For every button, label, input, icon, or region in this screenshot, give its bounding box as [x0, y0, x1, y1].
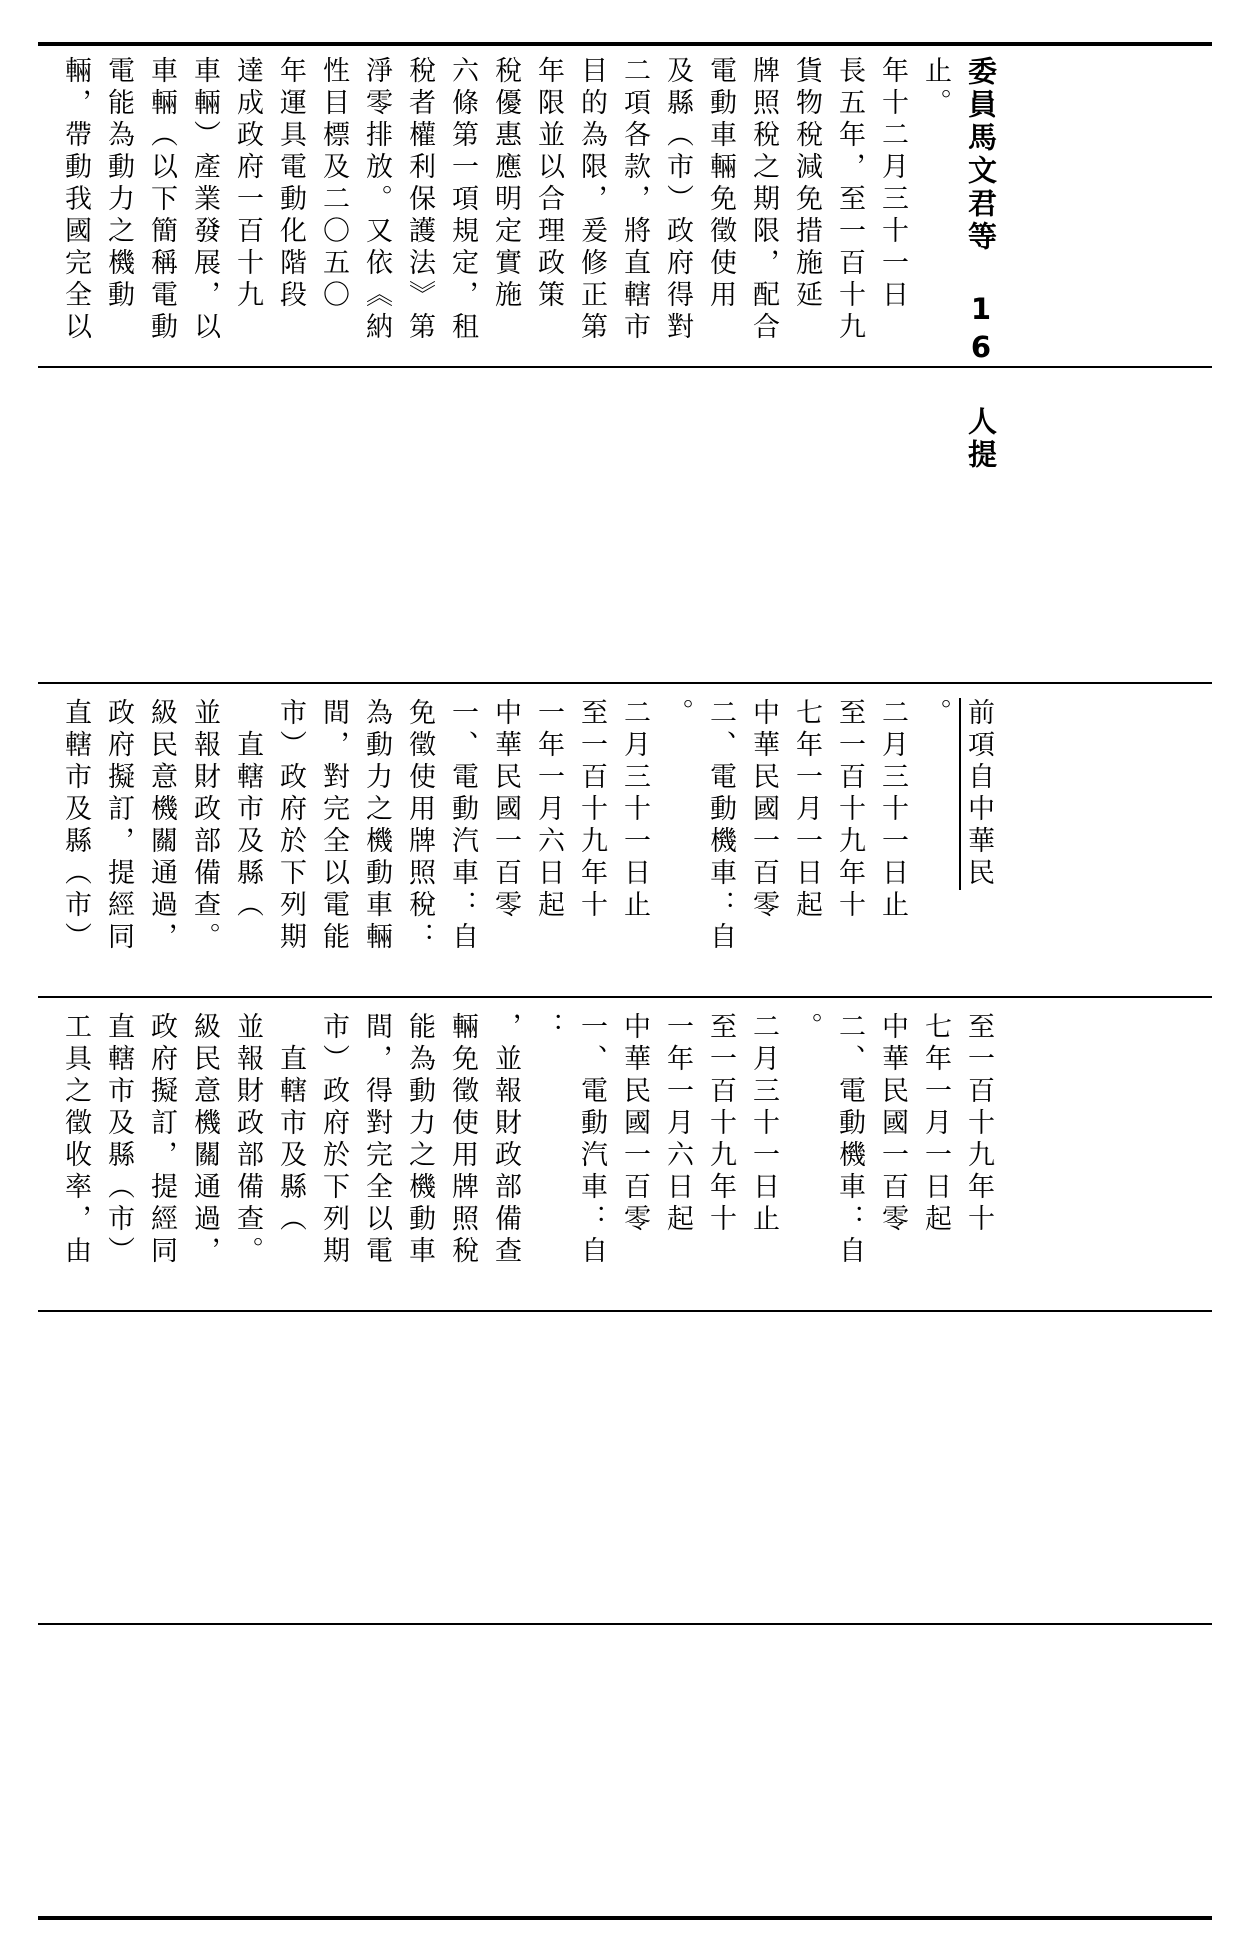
- text-column: 市）政府於下列期: [318, 1012, 349, 1268]
- text-column: 一年一月六日起: [533, 698, 564, 922]
- text-column: 前項自中華民: [963, 698, 994, 890]
- section-divider: [38, 996, 1212, 998]
- section-divider: [38, 682, 1212, 684]
- text-column: 直轄市及縣（市）: [60, 698, 91, 954]
- text-column: 性目標及二〇五〇: [318, 56, 349, 312]
- text-column: 級民意機關通過，: [146, 698, 177, 954]
- text-column: 至一百十九年十: [576, 698, 607, 922]
- text-column: 二月三十一日止: [877, 698, 908, 922]
- section-divider: [38, 366, 1212, 368]
- text-column: 長五年，至一百十九: [834, 56, 865, 344]
- text-column: 牌照稅之期限，配合: [748, 56, 779, 344]
- text-column: 級民意機關通過，: [189, 1012, 220, 1268]
- text-column: 間，得對完全以電: [361, 1012, 392, 1268]
- text-column: 輛免徵使用牌照稅: [447, 1012, 478, 1268]
- text-column: 市）政府於下列期: [275, 698, 306, 954]
- text-column: 電動車輛免徵使用: [705, 56, 736, 312]
- proposer-line: 委員馬文君等 16 人提: [964, 56, 998, 472]
- proposed-article-band: [38, 698, 1212, 994]
- text-column: 。: [662, 698, 693, 730]
- text-column: 工具之徵收率，由: [60, 1012, 91, 1268]
- text-column: 。: [920, 698, 951, 730]
- text-column: 一年一月六日起: [662, 1012, 693, 1236]
- top-rule: [38, 42, 1212, 46]
- text-column: 中華民國一百零: [490, 698, 521, 922]
- text-column: 中華民國一百零: [619, 1012, 650, 1236]
- text-column: 稅者權利保護法》第: [404, 56, 435, 344]
- text-column: 貨物稅減免措施延: [791, 56, 822, 312]
- text-column: 中華民國一百零: [877, 1012, 908, 1236]
- text-column: ，並報財政部備查: [490, 1012, 521, 1268]
- text-column: 至一百十九年十: [834, 698, 865, 922]
- text-column: 能為動力之機動車: [404, 1012, 435, 1268]
- text-column: 二月三十一日止: [748, 1012, 779, 1236]
- text-column: 並報財政部備查。: [232, 1012, 263, 1268]
- text-column: 至一百十九年十: [963, 1012, 994, 1236]
- text-column: 車輛（以下簡稱電動: [146, 56, 177, 344]
- current-article-band: [38, 1012, 1212, 1308]
- text-column: 二、電動機車：自: [834, 1012, 865, 1268]
- text-column: 政府擬訂，提經同: [146, 1012, 177, 1268]
- text-column: 年十二月三十一日: [877, 56, 908, 312]
- text-column: 並報財政部備查。: [189, 698, 220, 954]
- text-column: 及縣（市）政府得對: [662, 56, 693, 344]
- text-column: 年限並以合理政策: [533, 56, 564, 312]
- text-column: 直轄市及縣（: [232, 698, 263, 922]
- text-column: 淨零排放。又依《納: [361, 56, 392, 344]
- text-column: 達成政府一百十九: [232, 56, 263, 312]
- text-column: 至一百十九年十: [705, 1012, 736, 1236]
- text-column: 中華民國一百零: [748, 698, 779, 922]
- text-column: 為動力之機動車輛: [361, 698, 392, 954]
- text-column: ：: [533, 1012, 564, 1044]
- text-column: 二月三十一日止: [619, 698, 650, 922]
- text-column: 年運具電動化階段: [275, 56, 306, 312]
- text-column: 一、電動汽車：自: [576, 1012, 607, 1268]
- text-column: 二項各款，將直轄市: [619, 56, 650, 344]
- text-column: 直轄市及縣（: [275, 1012, 306, 1236]
- text-column: 七年一月一日起: [920, 1012, 951, 1236]
- text-column: 七年一月一日起: [791, 698, 822, 922]
- text-column: 目的為限，爰修正第: [576, 56, 607, 344]
- text-column: 間，對完全以電能: [318, 698, 349, 954]
- text-column: 政府擬訂，提經同: [103, 698, 134, 954]
- text-column: 輛，帶動我國完全以: [60, 56, 91, 344]
- section-divider: [38, 1310, 1212, 1312]
- section-divider: [38, 1623, 1212, 1625]
- text-column: 。: [791, 1012, 822, 1044]
- text-column: 六條第一項規定，租: [447, 56, 478, 344]
- text-column: 免徵使用牌照稅：: [404, 698, 435, 954]
- text-column: 止。: [920, 56, 951, 120]
- text-column: 車輛）產業發展，以: [189, 56, 220, 344]
- text-column: 電能為動力之機動: [103, 56, 134, 312]
- text-column: 二、電動機車：自: [705, 698, 736, 954]
- text-column: 一、電動汽車：自: [447, 698, 478, 954]
- explanation-band: [38, 56, 1212, 472]
- text-column: 稅優惠應明定實施: [490, 56, 521, 312]
- bottom-rule: [38, 1916, 1212, 1920]
- text-column: 直轄市及縣（市）: [103, 1012, 134, 1268]
